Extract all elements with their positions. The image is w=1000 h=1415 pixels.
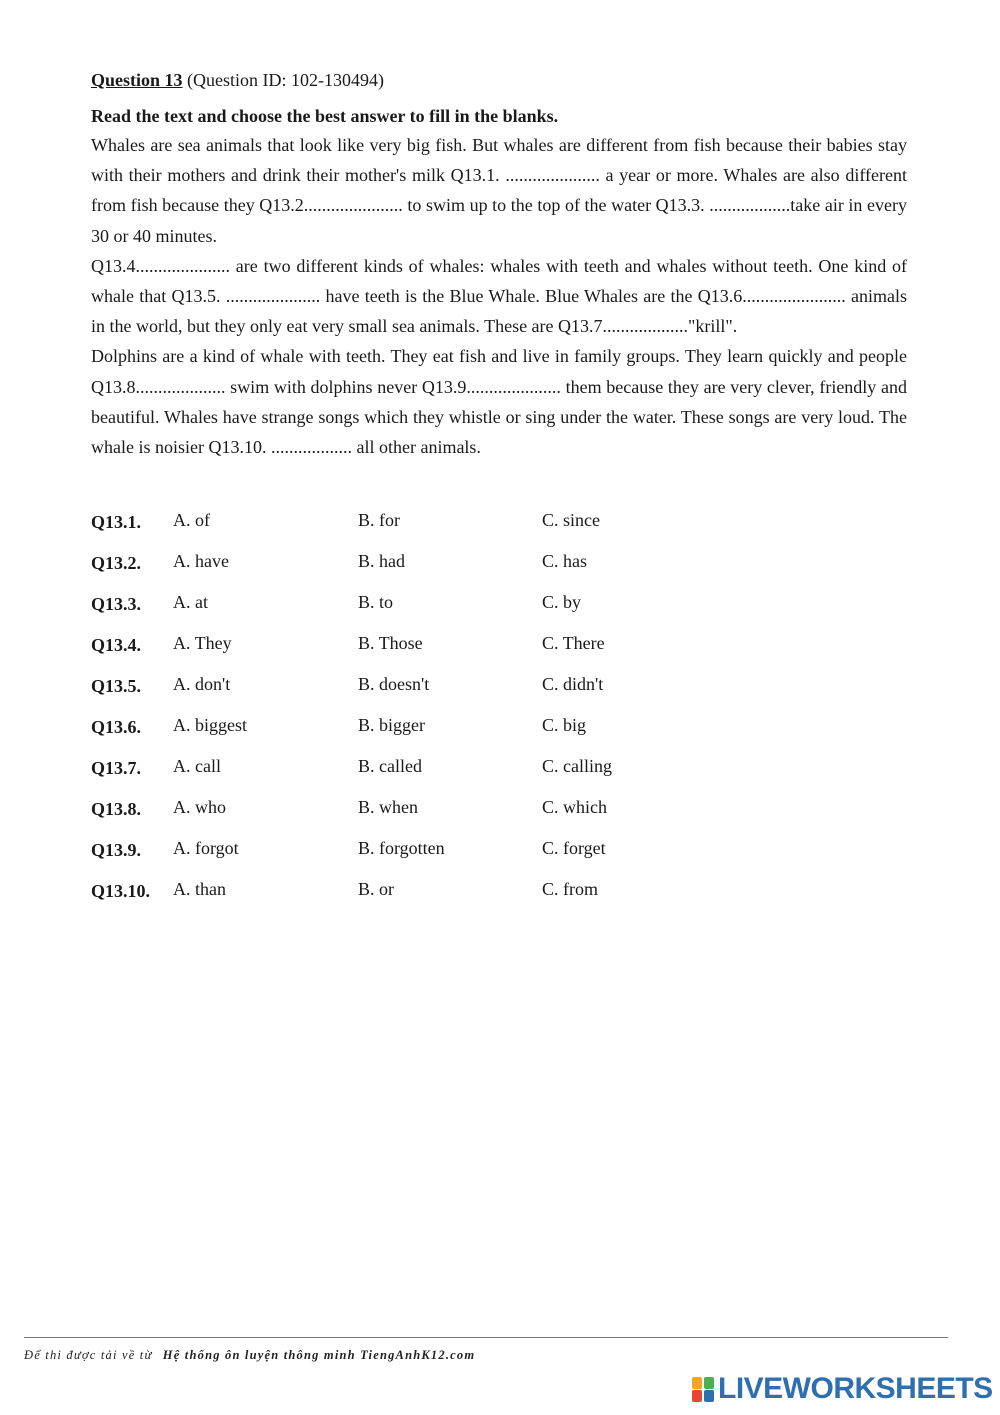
option-a[interactable]: A. call — [173, 756, 221, 776]
option-b[interactable]: B. had — [358, 551, 405, 571]
footer-site: Hệ thống ôn luyện thông minh TiengAnhK12.com — [162, 1348, 476, 1362]
footer-divider — [24, 1337, 948, 1338]
option-c[interactable]: C. There — [542, 633, 605, 653]
option-a[interactable]: A. biggest — [173, 715, 247, 735]
option-label: Q13.9. — [91, 840, 142, 860]
instruction-text: Read the text and choose the best answer to fill in the blanks. — [91, 106, 559, 126]
option-a[interactable]: A. than — [173, 879, 226, 899]
option-a[interactable]: A. of — [173, 510, 210, 530]
option-a[interactable]: A. don't — [173, 674, 231, 694]
option-a[interactable]: A. have — [173, 551, 229, 571]
option-c[interactable]: C. by — [542, 592, 582, 612]
answer-options — [91, 505, 811, 915]
option-b[interactable]: B. when — [358, 797, 418, 817]
option-label: Q13.6. — [91, 717, 142, 737]
option-label: Q13.8. — [91, 799, 142, 819]
option-b[interactable]: B. forgotten — [358, 838, 445, 858]
option-a[interactable]: A. who — [173, 797, 226, 817]
option-c[interactable]: C. from — [542, 879, 598, 899]
option-c[interactable]: C. since — [542, 510, 600, 530]
option-b[interactable]: B. called — [358, 756, 422, 776]
question-id: (Question ID: 102-130494) — [187, 70, 384, 90]
footer-prefix: Để thi được tải về từ — [24, 1348, 153, 1362]
question-number: Question 13 — [91, 70, 183, 90]
passage-paragraph-2: Q13.4..................... are two different kinds of whales: whales with teeth and whales without teeth. One kind of whale that Q13.5. ..................... have teeth is the Blue Whale. Blue Whales are the Q13.6....................... animals in the world, but they only eat very small sea animals. These are Q13.7..................."krill". — [91, 255, 907, 337]
passage-paragraph-1: Whales are sea animals that look like very big fish. But whales are different from fish because their babies stay with their mothers and drink their mother's milk Q13.1. ..................... a year or more. Whales are also different from fish because they Q13.2...................... to swim up to the top of the water Q13.3. ..................take air in every 30 or 40 minutes. — [91, 135, 907, 246]
liveworksheets-logo — [692, 1372, 993, 1406]
option-label: Q13.2. — [91, 553, 142, 573]
option-b[interactable]: B. doesn't — [358, 674, 430, 694]
option-c[interactable]: C. forget — [542, 838, 606, 858]
option-c[interactable]: C. big — [542, 715, 587, 735]
option-b[interactable]: B. for — [358, 510, 400, 530]
option-b[interactable]: B. Those — [358, 633, 423, 653]
option-row — [91, 874, 811, 915]
option-a[interactable]: A. forgot — [173, 838, 239, 858]
option-a[interactable]: A. They — [173, 633, 232, 653]
brand-text: LIVEWORKSHEETS — [718, 1372, 993, 1405]
option-row — [91, 505, 811, 546]
question-block — [91, 66, 907, 462]
option-row — [91, 833, 811, 874]
option-b[interactable]: B. or — [358, 879, 394, 899]
passage-paragraph-3: Dolphins are a kind of whale with teeth. They eat fish and live in family groups. They learn quickly and people Q13.8.................... swim with dolphins never Q13.9..................... them because they are very clever, friendly and beautiful. Whales have strange songs which they whistle or sing under the water. These songs are very loud. The whale is noisier Q13.10. .................. all other animals. — [91, 346, 907, 458]
option-row — [91, 669, 811, 710]
footer-note — [24, 1348, 475, 1363]
option-row — [91, 546, 811, 587]
option-row — [91, 587, 811, 628]
option-row — [91, 628, 811, 669]
liveworksheets-logo-icon — [692, 1375, 716, 1403]
option-row — [91, 710, 811, 751]
option-b[interactable]: B. to — [358, 592, 394, 612]
option-label: Q13.5. — [91, 676, 142, 696]
question-header — [91, 66, 907, 94]
option-label: Q13.3. — [91, 594, 142, 614]
option-c[interactable]: C. didn't — [542, 674, 604, 694]
option-label: Q13.10. — [91, 881, 151, 901]
option-row — [91, 751, 811, 792]
option-label: Q13.7. — [91, 758, 142, 778]
option-row — [91, 792, 811, 833]
option-c[interactable]: C. has — [542, 551, 587, 571]
option-c[interactable]: C. calling — [542, 756, 612, 776]
option-c[interactable]: C. which — [542, 797, 607, 817]
option-label: Q13.4. — [91, 635, 142, 655]
option-label: Q13.1. — [91, 512, 142, 532]
option-b[interactable]: B. bigger — [358, 715, 425, 735]
option-a[interactable]: A. at — [173, 592, 208, 612]
